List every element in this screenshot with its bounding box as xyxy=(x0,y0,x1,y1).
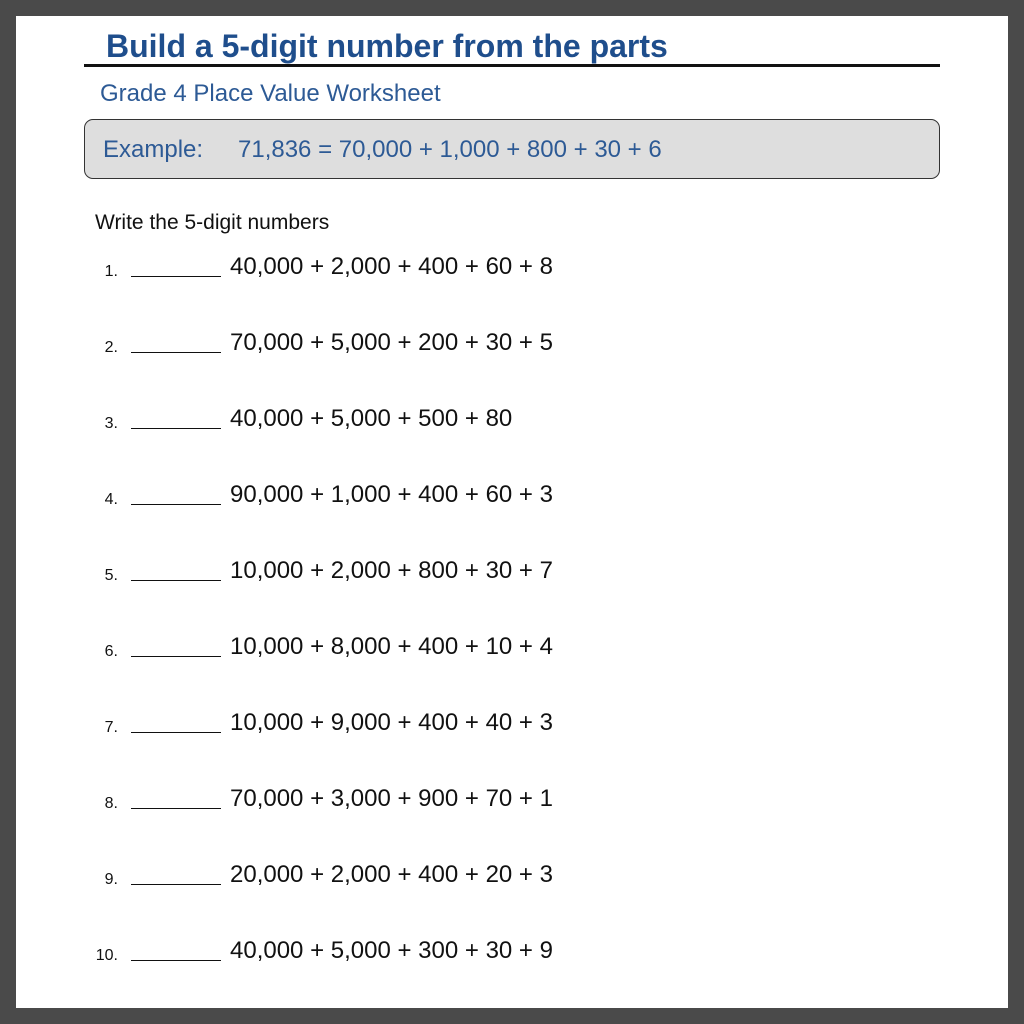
problem-item xyxy=(16,481,1008,530)
answer-blank[interactable] xyxy=(131,884,221,885)
problem-number: 4. xyxy=(104,491,118,508)
answer-blank[interactable] xyxy=(131,504,221,505)
problem-expression: 20,000 + 2,000 + 400 + 20 + 3 xyxy=(230,861,553,888)
answer-blank[interactable] xyxy=(131,428,221,429)
problem-item xyxy=(16,633,1008,682)
problem-number: 10. xyxy=(95,947,118,964)
problem-expression: 70,000 + 5,000 + 200 + 30 + 5 xyxy=(230,329,553,356)
problem-number: 7. xyxy=(104,719,118,736)
problem-number: 5. xyxy=(104,567,118,584)
answer-blank[interactable] xyxy=(131,656,221,657)
problem-number: 3. xyxy=(104,415,118,432)
problem-number: 1. xyxy=(104,263,118,280)
problem-expression: 40,000 + 5,000 + 500 + 80 xyxy=(230,405,513,432)
answer-blank[interactable] xyxy=(131,732,221,733)
problem-expression: 90,000 + 1,000 + 400 + 60 + 3 xyxy=(230,481,553,508)
answer-blank[interactable] xyxy=(131,580,221,581)
problem-number: 8. xyxy=(104,795,118,812)
worksheet-subtitle: Grade 4 Place Value Worksheet xyxy=(100,80,441,107)
problem-item xyxy=(16,937,1008,986)
problem-list xyxy=(16,16,1008,1008)
problem-number: 2. xyxy=(104,339,118,356)
problem-item xyxy=(16,329,1008,378)
problem-expression: 10,000 + 2,000 + 800 + 30 + 7 xyxy=(230,557,553,584)
worksheet-page xyxy=(16,16,1008,1008)
worksheet-title: Build a 5-digit number from the parts xyxy=(106,28,668,64)
problem-item xyxy=(16,861,1008,910)
answer-blank[interactable] xyxy=(131,276,221,277)
problem-item xyxy=(16,709,1008,758)
problem-expression: 40,000 + 5,000 + 300 + 30 + 9 xyxy=(230,937,553,964)
problem-item xyxy=(16,253,1008,302)
problem-item xyxy=(16,557,1008,606)
problem-number: 6. xyxy=(104,643,118,660)
problem-item xyxy=(16,785,1008,834)
problem-expression: 40,000 + 2,000 + 400 + 60 + 8 xyxy=(230,253,553,280)
problem-number: 9. xyxy=(104,871,118,888)
example-label: Example: xyxy=(103,136,204,163)
answer-blank[interactable] xyxy=(131,808,221,809)
problem-expression: 10,000 + 9,000 + 400 + 40 + 3 xyxy=(230,709,553,736)
example-expression: 71,836 = 70,000 + 1,000 + 800 + 30 + 6 xyxy=(238,136,662,163)
problem-expression: 10,000 + 8,000 + 400 + 10 + 4 xyxy=(230,633,553,660)
answer-blank[interactable] xyxy=(131,352,221,353)
answer-blank[interactable] xyxy=(131,960,221,961)
instructions: Write the 5-digit numbers xyxy=(95,211,330,234)
problem-item xyxy=(16,405,1008,454)
problem-expression: 70,000 + 3,000 + 900 + 70 + 1 xyxy=(230,785,553,812)
